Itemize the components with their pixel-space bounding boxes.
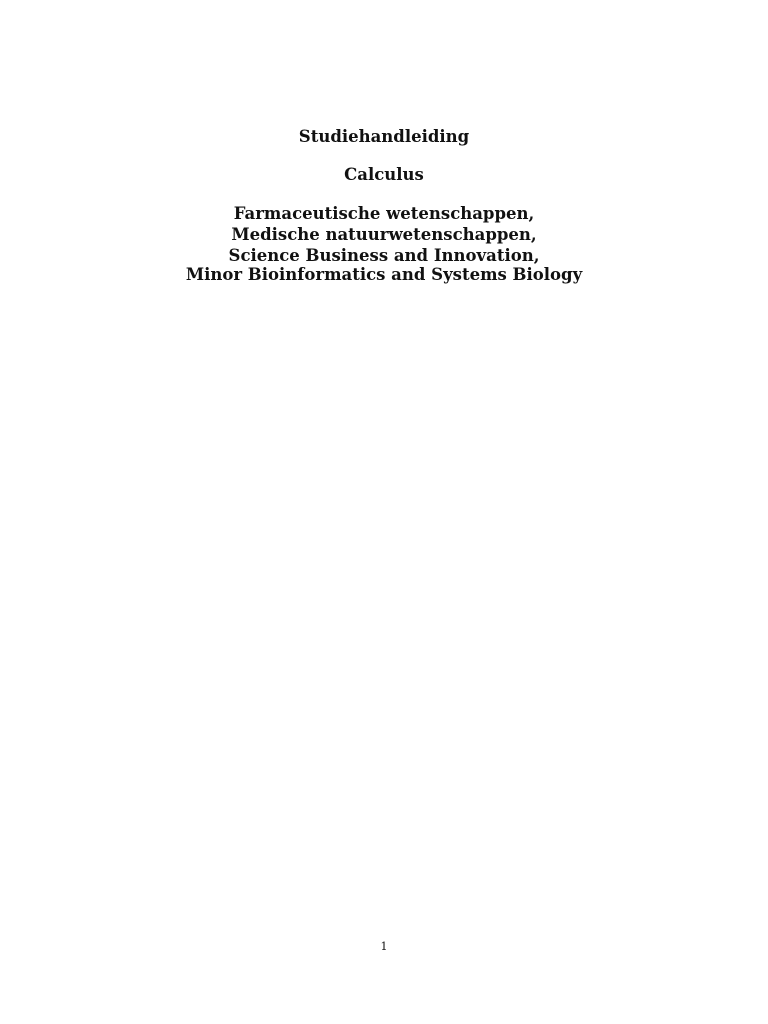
program-line: Minor Bioinformatics and Systems Biology	[185, 265, 583, 284]
page-number: 1	[380, 940, 388, 953]
program-line: Medische natuurwetenschappen,	[231, 225, 537, 244]
program-line: Farmaceutische wetenschappen,	[233, 204, 535, 223]
course-name: Calculus	[344, 165, 424, 184]
document-title: Studiehandleiding	[298, 127, 470, 146]
program-list	[0, 203, 768, 285]
program-line: Science Business and Innovation,	[228, 246, 540, 265]
